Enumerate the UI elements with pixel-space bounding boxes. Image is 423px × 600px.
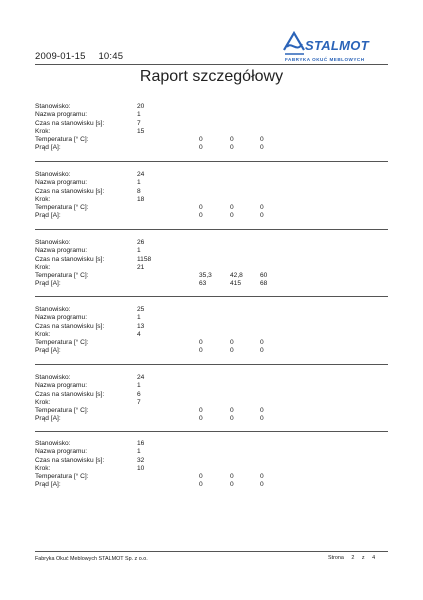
- temperature-label: Temperatura [° C]:: [35, 272, 89, 280]
- temperature-row: [35, 473, 388, 481]
- current-value-3: 68: [260, 280, 268, 288]
- step-label: Krok:: [35, 127, 51, 135]
- temperature-value-2: 42,8: [230, 272, 243, 280]
- station-row: [35, 171, 388, 179]
- current-value-1: 0: [199, 212, 203, 220]
- current-label: Prąd [A]:: [35, 481, 61, 489]
- current-value-2: 0: [230, 347, 234, 355]
- logo-subtitle: FABRYKA OKUĆ MEBLOWYCH: [285, 57, 365, 62]
- program-label: Nazwa programu:: [35, 179, 88, 187]
- time-value: 1158: [137, 255, 152, 263]
- station-label: Stanowisko:: [35, 103, 71, 110]
- current-value-1: 63: [199, 280, 207, 288]
- time-label: Czas na stanowisku [s]:: [35, 390, 105, 398]
- step-label: Krok:: [35, 330, 51, 338]
- program-value: 1: [137, 448, 141, 456]
- footer-rule: [35, 551, 388, 552]
- time-label: Czas na stanowisku [s]:: [35, 255, 105, 263]
- program-value: 1: [137, 382, 141, 390]
- header-rule: [35, 64, 388, 65]
- current-value-3: 0: [260, 347, 264, 355]
- step-value: 4: [137, 330, 141, 338]
- record-separator: [35, 229, 388, 230]
- program-value: 1: [137, 111, 141, 119]
- current-row: [35, 415, 388, 423]
- temperature-label: Temperatura [° C]:: [35, 136, 89, 144]
- program-value: 1: [137, 247, 141, 255]
- footer-company: Fabryka Okuć Meblowych STALMOT Sp. z o.o.: [35, 556, 148, 562]
- temperature-row: [35, 272, 388, 280]
- logo-mark-icon: [281, 30, 307, 56]
- current-row: [35, 212, 388, 220]
- current-value-3: 0: [260, 415, 264, 423]
- station-value: 24: [137, 171, 145, 178]
- program-row: [35, 382, 388, 390]
- time-label: Czas na stanowisku [s]:: [35, 322, 105, 330]
- time-label: Czas na stanowisku [s]:: [35, 456, 105, 464]
- page-indicator: [328, 555, 375, 561]
- temperature-label: Temperatura [° C]:: [35, 339, 89, 347]
- report-title: Raport szczegółowy: [139, 68, 284, 85]
- step-label: Krok:: [35, 263, 51, 271]
- time-row: [35, 188, 388, 196]
- step-row: [35, 465, 388, 473]
- record-block: [35, 306, 388, 356]
- time-label: Czas na stanowisku [s]:: [35, 187, 105, 195]
- record-block: [35, 374, 388, 424]
- record-block: [35, 440, 388, 490]
- step-label: Krok:: [35, 464, 51, 472]
- temperature-value-2: 0: [230, 204, 234, 212]
- step-row: [35, 264, 388, 272]
- program-label: Nazwa programu:: [35, 247, 88, 255]
- current-label: Prąd [A]:: [35, 347, 61, 355]
- record-separator: [35, 296, 388, 297]
- current-row: [35, 347, 388, 355]
- current-value-1: 0: [199, 481, 203, 489]
- temperature-row: [35, 407, 388, 415]
- current-label: Prąd [A]:: [35, 280, 61, 288]
- current-value-1: 0: [199, 347, 203, 355]
- temperature-value-2: 0: [230, 473, 234, 481]
- time-label: Czas na stanowisku [s]:: [35, 119, 105, 127]
- program-row: [35, 448, 388, 456]
- station-label: Stanowisko:: [35, 374, 71, 381]
- time-row: [35, 457, 388, 465]
- temperature-value-1: 0: [199, 204, 203, 212]
- time-value: 7: [137, 119, 141, 127]
- report-datetime: [35, 51, 133, 62]
- temperature-label: Temperatura [° C]:: [35, 407, 89, 415]
- station-label: Stanowisko:: [35, 239, 71, 246]
- temperature-row: [35, 204, 388, 212]
- step-value: 18: [137, 195, 145, 203]
- page-label: Strona: [328, 555, 344, 561]
- current-value-2: 0: [230, 415, 234, 423]
- current-row: [35, 280, 388, 288]
- current-value-1: 0: [199, 144, 203, 152]
- program-label: Nazwa programu:: [35, 448, 88, 456]
- current-value-2: 0: [230, 212, 234, 220]
- temperature-row: [35, 339, 388, 347]
- program-value: 1: [137, 179, 141, 187]
- logo-wordmark: STALMOT: [305, 38, 369, 53]
- current-value-2: 415: [230, 280, 242, 288]
- temperature-label: Temperatura [° C]:: [35, 204, 89, 212]
- page-separator: z: [361, 555, 365, 561]
- step-value: 15: [137, 127, 145, 135]
- temperature-value-3: 0: [260, 473, 264, 481]
- temperature-label: Temperatura [° C]:: [35, 473, 89, 481]
- temperature-value-3: 0: [260, 204, 264, 212]
- time-row: [35, 256, 388, 264]
- page-total: 4: [372, 555, 376, 561]
- station-row: [35, 440, 388, 448]
- page-current: 2: [351, 555, 355, 561]
- time-value: 6: [137, 390, 141, 398]
- step-value: 7: [137, 398, 141, 406]
- station-value: 24: [137, 374, 145, 381]
- program-value: 1: [137, 314, 141, 322]
- temperature-value-1: 0: [199, 473, 203, 481]
- time-value: 8: [137, 187, 141, 195]
- step-value: 10: [137, 464, 145, 472]
- time-row: [35, 323, 388, 331]
- time-value: 13: [137, 322, 145, 330]
- temperature-value-3: 0: [260, 136, 264, 144]
- current-label: Prąd [A]:: [35, 212, 61, 220]
- record-separator: [35, 364, 388, 365]
- station-value: 20: [137, 103, 145, 110]
- report-date: 2009-01-15: [35, 51, 86, 62]
- current-value-3: 0: [260, 144, 264, 152]
- temperature-row: [35, 136, 388, 144]
- program-row: [35, 111, 388, 119]
- station-row: [35, 239, 388, 247]
- current-value-2: 0: [230, 481, 234, 489]
- program-label: Nazwa programu:: [35, 111, 88, 119]
- current-row: [35, 481, 388, 489]
- step-row: [35, 399, 388, 407]
- record-block: [35, 171, 388, 221]
- program-label: Nazwa programu:: [35, 382, 88, 390]
- program-row: [35, 314, 388, 322]
- stalmot-logo: [281, 30, 387, 66]
- temperature-value-3: 60: [260, 272, 268, 280]
- station-row: [35, 103, 388, 111]
- temperature-value-3: 0: [260, 407, 264, 415]
- station-label: Stanowisko:: [35, 440, 71, 447]
- program-row: [35, 247, 388, 255]
- station-label: Stanowisko:: [35, 306, 71, 313]
- temperature-value-2: 0: [230, 136, 234, 144]
- program-label: Nazwa programu:: [35, 314, 88, 322]
- temperature-value-2: 0: [230, 339, 234, 347]
- current-row: [35, 144, 388, 152]
- step-label: Krok:: [35, 195, 51, 203]
- step-row: [35, 331, 388, 339]
- temperature-value-1: 0: [199, 407, 203, 415]
- temperature-value-2: 0: [230, 407, 234, 415]
- station-row: [35, 306, 388, 314]
- time-row: [35, 391, 388, 399]
- program-row: [35, 179, 388, 187]
- step-row: [35, 128, 388, 136]
- current-label: Prąd [A]:: [35, 144, 61, 152]
- record-separator: [35, 431, 388, 432]
- step-value: 21: [137, 263, 145, 271]
- record-block: [35, 103, 388, 153]
- step-label: Krok:: [35, 398, 51, 406]
- current-value-1: 0: [199, 415, 203, 423]
- time-value: 32: [137, 456, 145, 464]
- temperature-value-3: 0: [260, 339, 264, 347]
- temperature-value-1: 0: [199, 136, 203, 144]
- temperature-value-1: 0: [199, 339, 203, 347]
- temperature-value-1: 35,3: [199, 272, 212, 280]
- station-row: [35, 374, 388, 382]
- record-separator: [35, 161, 388, 162]
- record-block: [35, 239, 388, 289]
- time-row: [35, 120, 388, 128]
- current-label: Prąd [A]:: [35, 415, 61, 423]
- station-value: 25: [137, 306, 145, 313]
- station-value: 16: [137, 440, 145, 447]
- current-value-2: 0: [230, 144, 234, 152]
- station-value: 26: [137, 239, 145, 246]
- current-value-3: 0: [260, 212, 264, 220]
- report-time: 10:45: [98, 51, 124, 62]
- current-value-3: 0: [260, 481, 264, 489]
- station-label: Stanowisko:: [35, 171, 71, 178]
- step-row: [35, 196, 388, 204]
